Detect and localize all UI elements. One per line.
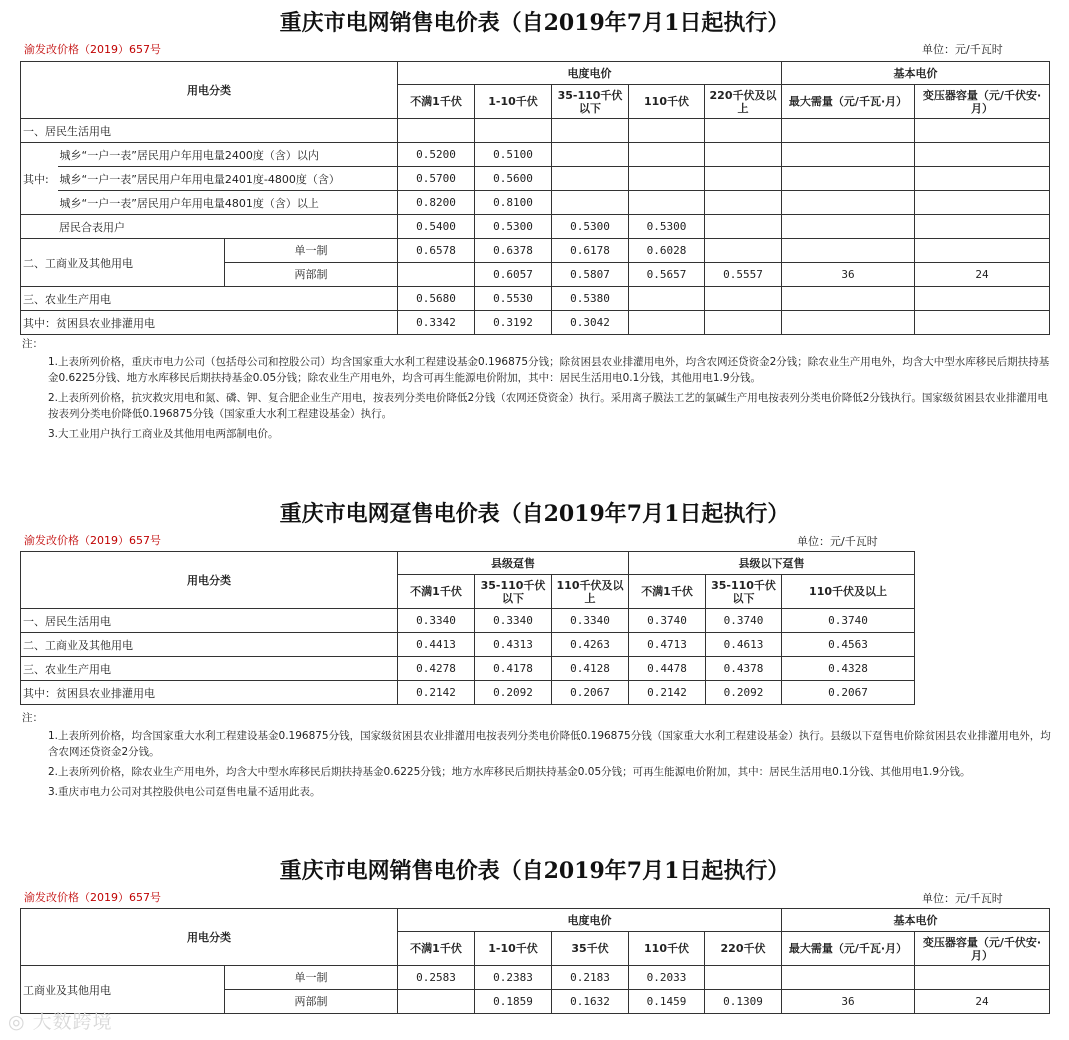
header-below-county-wholesale: 县级以下趸售 — [629, 552, 915, 575]
cell-value: 0.1859 — [475, 990, 552, 1014]
row-label-qizhong: 其中: — [21, 143, 58, 215]
row-sublabel: 单一制 — [225, 239, 398, 263]
cell-value: 0.5400 — [398, 215, 475, 239]
section1-title: 重庆市电网销售电价表（自2019年7月1日起执行） — [279, 10, 790, 36]
table-row — [21, 143, 1050, 167]
cell-value: 24 — [915, 990, 1050, 1014]
cell-value: 0.3740 — [706, 609, 782, 633]
header-col: 35-110千伏以下 — [552, 85, 629, 119]
table-row — [21, 609, 915, 633]
section3-doc-number: 渝发改价格（2019）657号 — [24, 891, 161, 904]
cell-value: 0.5530 — [475, 287, 552, 311]
section3-title: 重庆市电网销售电价表（自2019年7月1日起执行） — [279, 858, 790, 884]
cell-value: 0.3340 — [475, 609, 552, 633]
section2-title: 重庆市电网趸售电价表（自2019年7月1日起执行） — [279, 501, 790, 527]
table-row — [21, 167, 1050, 191]
row-label: 其中：贫困县农业排灌用电 — [21, 681, 398, 705]
cell-value: 0.6578 — [398, 239, 475, 263]
note-item: 2.上表所列价格，除农业生产用电外，均含大中型水库移民后期扶持基金0.6225分钱；地方水库移民后期扶持基金0.05分钱；可再生能源电价附加，其中：居民生活用电0.1分钱、其他用电1.9分钱。 — [48, 766, 971, 778]
note-item: 3.大工业用户执行工商业及其他用电两部制电价。 — [48, 428, 279, 440]
section2-doc-number: 渝发改价格（2019）657号 — [24, 534, 161, 547]
cell-value: 0.4278 — [398, 657, 475, 681]
cell-value: 36 — [782, 990, 915, 1014]
watermark-logo-icon: ◎ — [8, 1011, 26, 1033]
cell-value: 0.5300 — [475, 215, 552, 239]
cell-value: 0.4613 — [706, 633, 782, 657]
note-item: 3.重庆市电力公司对其控股供电公司趸售电量不适用此表。 — [48, 786, 321, 798]
cell-value: 0.6178 — [552, 239, 629, 263]
cell-value: 0.4378 — [706, 657, 782, 681]
retail-price-table — [20, 61, 1050, 335]
row-label: 二、工商业及其他用电 — [21, 633, 398, 657]
note-item: 1.上表所列价格，均含国家重大水利工程建设基金0.196875分钱，国家级贫困县农业排灌用电按表列分类电价降低0.196875分钱（国家重大水利工程建设基金）执行。县级以下趸售电价除贫困县农业排灌用电外，均含农网还贷资金2分钱。 — [48, 730, 1051, 758]
cell-value: 0.3042 — [552, 311, 629, 335]
wholesale-price-table — [20, 551, 915, 705]
cell-value: 0.1632 — [552, 990, 629, 1014]
header-col: 35千伏 — [552, 932, 629, 966]
cell-value: 24 — [915, 263, 1050, 287]
section1-doc-number: 渝发改价格（2019）657号 — [24, 43, 161, 56]
note-item: 1.上表所列价格，重庆市电力公司（包括母公司和控股公司）均含国家重大水利工程建设基金0.196875分钱；除贫困县农业排灌用电外，均含农网还贷资金2分钱；除农业生产用电外，均含大中型水库移民后期扶持基金0.6225分钱、地方水库移民后期扶持基金0.05分钱；除农业生产用电外，均含可再生能源电价附加，其中：居民生活用电0.1分钱，其他用电1.9分钱。 — [48, 356, 1050, 384]
cell-value: 0.1309 — [705, 990, 782, 1014]
section3-unit: 单位：元/千瓦时 — [922, 892, 1003, 905]
cell-value: 0.6378 — [475, 239, 552, 263]
cell-value: 0.6057 — [475, 263, 552, 287]
cell-value: 0.4263 — [552, 633, 629, 657]
header-col: 最大需量（元/千瓦·月） — [782, 932, 915, 966]
cell-value: 0.3340 — [552, 609, 629, 633]
cell-value: 0.2067 — [782, 681, 915, 705]
header-col: 110千伏 — [629, 85, 705, 119]
section2-notes — [22, 710, 1052, 804]
row-label: 一、居民生活用电 — [21, 609, 398, 633]
row-sublabel: 两部制 — [225, 263, 398, 287]
table-row — [21, 119, 1050, 143]
cell-value: 0.3192 — [475, 311, 552, 335]
table-row — [21, 215, 1050, 239]
cell-value: 0.2033 — [629, 966, 705, 990]
header-col: 不满1千伏 — [398, 85, 475, 119]
cell-value: 0.5657 — [629, 263, 705, 287]
cell-value: 0.5600 — [475, 167, 552, 191]
row-sublabel: 两部制 — [225, 990, 398, 1014]
table-row — [21, 239, 1050, 263]
row-sublabel: 单一制 — [225, 966, 398, 990]
header-col: 变压器容量（元/千伏安·月） — [915, 85, 1050, 119]
watermark — [8, 1007, 113, 1034]
row-label: 二、工商业及其他用电 — [21, 239, 225, 287]
row-label: 城乡“一户一表”居民用户年用电量4801度（含）以上 — [58, 191, 398, 215]
cell-value: 0.4328 — [782, 657, 915, 681]
cell-value: 0.2183 — [552, 966, 629, 990]
table-row — [21, 966, 1050, 990]
table-row — [21, 191, 1050, 215]
header-col: 220千伏及以上 — [705, 85, 782, 119]
cell-value: 0.5557 — [705, 263, 782, 287]
table-row — [21, 287, 1050, 311]
cell-value: 0.5680 — [398, 287, 475, 311]
header-basic-price: 基本电价 — [782, 62, 1050, 85]
row-label: 一、居民生活用电 — [21, 119, 398, 143]
header-category: 用电分类 — [21, 909, 398, 966]
cell-value: 0.2067 — [552, 681, 629, 705]
header-col: 35-110千伏以下 — [475, 575, 552, 609]
cell-value: 0.4478 — [629, 657, 706, 681]
header-energy-price: 电度电价 — [398, 62, 782, 85]
row-label: 居民合表用户 — [21, 215, 398, 239]
cell-value: 0.5700 — [398, 167, 475, 191]
header-col: 最大需量（元/千瓦·月） — [782, 85, 915, 119]
row-label: 其中：贫困县农业排灌用电 — [21, 311, 398, 335]
notes-heading: 注： — [22, 712, 43, 724]
cell-value: 0.6028 — [629, 239, 705, 263]
header-col: 不满1千伏 — [629, 575, 706, 609]
header-county-wholesale: 县级趸售 — [398, 552, 629, 575]
cell-value: 0.4128 — [552, 657, 629, 681]
row-label: 三、农业生产用电 — [21, 657, 398, 681]
cell-value: 0.3342 — [398, 311, 475, 335]
notes-heading: 注： — [22, 338, 43, 350]
cell-value: 0.4313 — [475, 633, 552, 657]
header-col: 不满1千伏 — [398, 575, 475, 609]
header-energy-price: 电度电价 — [398, 909, 782, 932]
cell-value: 0.5300 — [552, 215, 629, 239]
cell-value: 0.2142 — [398, 681, 475, 705]
table-row — [21, 681, 915, 705]
cell-value: 0.4713 — [629, 633, 706, 657]
cell-value: 0.3340 — [398, 609, 475, 633]
table-row — [21, 657, 915, 681]
cell-value: 0.5300 — [629, 215, 705, 239]
header-category: 用电分类 — [21, 62, 398, 119]
cell-value: 0.4563 — [782, 633, 915, 657]
header-basic-price: 基本电价 — [782, 909, 1050, 932]
cell-value: 0.1459 — [629, 990, 705, 1014]
cell-value: 0.2092 — [475, 681, 552, 705]
header-col: 110千伏 — [629, 932, 705, 966]
row-label: 城乡“一户一表”居民用户年用电量2401度-4800度（含） — [58, 167, 398, 191]
cell-value: 0.8200 — [398, 191, 475, 215]
cell-value: 0.2383 — [475, 966, 552, 990]
cell-value: 0.5200 — [398, 143, 475, 167]
header-col: 不满1千伏 — [398, 932, 475, 966]
header-col: 35-110千伏以下 — [706, 575, 782, 609]
cell-value: 0.3740 — [629, 609, 706, 633]
header-col: 1-10千伏 — [475, 932, 552, 966]
cell-value: 0.5100 — [475, 143, 552, 167]
row-label: 三、农业生产用电 — [21, 287, 398, 311]
cell-value: 0.5807 — [552, 263, 629, 287]
cell-value: 0.2092 — [706, 681, 782, 705]
cell-value: 0.4178 — [475, 657, 552, 681]
header-col: 变压器容量（元/千伏安·月） — [915, 932, 1050, 966]
header-col: 1-10千伏 — [475, 85, 552, 119]
table-row — [21, 311, 1050, 335]
cell-value: 0.2583 — [398, 966, 475, 990]
cell-value: 0.4413 — [398, 633, 475, 657]
section1-unit: 单位：元/千瓦时 — [922, 43, 1003, 56]
table-row — [21, 633, 915, 657]
header-col: 110千伏及以上 — [782, 575, 915, 609]
cell-value: 0.3740 — [782, 609, 915, 633]
cell-value: 0.8100 — [475, 191, 552, 215]
header-col: 110千伏及以上 — [552, 575, 629, 609]
header-col: 220千伏 — [705, 932, 782, 966]
header-category: 用电分类 — [21, 552, 398, 609]
section2-unit: 单位：元/千瓦时 — [797, 535, 878, 548]
watermark-text: 大数跨境 — [32, 1011, 113, 1033]
cell-value: 0.2142 — [629, 681, 706, 705]
cell-value: 36 — [782, 263, 915, 287]
row-label: 城乡“一户一表”居民用户年用电量2400度（含）以内 — [58, 143, 398, 167]
cell-value: 0.5380 — [552, 287, 629, 311]
note-item: 2.上表所列价格，抗灾救灾用电和氮、磷、钾、复合肥企业生产用电，按表列分类电价降低2分钱（农网还贷资金）执行。采用离子膜法工艺的氯碱生产用电按表列分类电价降低2分钱执行。国家级贫困县农业排灌用电按表列分类电价降低0.196875分钱（国家重大水利工程建设基金）执行。 — [48, 392, 1048, 420]
section1-notes — [22, 336, 1052, 446]
retail-price-table-industrial — [20, 908, 1050, 1014]
row-label: 工商业及其他用电 — [21, 966, 225, 1014]
